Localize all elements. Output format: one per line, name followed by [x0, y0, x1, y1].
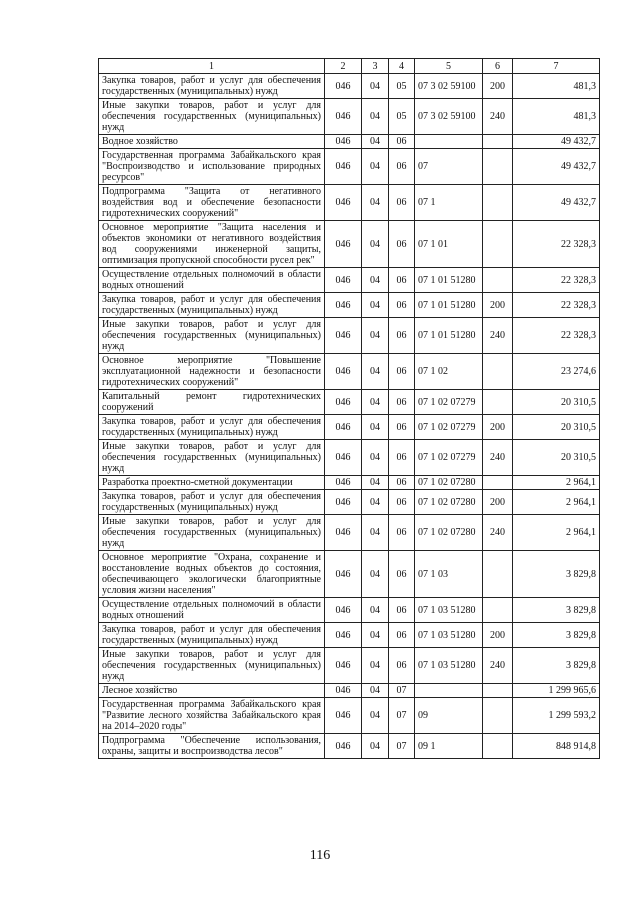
row-subsection-cell: 06 [389, 415, 415, 440]
row-amount-cell: 23 274,6 [513, 354, 600, 390]
row-subsection-cell: 06 [389, 293, 415, 318]
row-name-cell: Подпрограмма "Обеспечение использования, охраны, защиты и воспроизводства лесов" [99, 734, 325, 759]
table-row [99, 648, 600, 684]
row-section-cell: 04 [362, 440, 389, 476]
row-section-cell: 04 [362, 698, 389, 734]
row-name-cell: Закупка товаров, работ и услуг для обеспечения государственных (муниципальных) нужд [99, 293, 325, 318]
table-row [99, 415, 600, 440]
row-admin-code-cell: 046 [325, 185, 362, 221]
row-target-code-cell: 07 1 02 07279 [415, 390, 483, 415]
row-admin-code-cell: 046 [325, 99, 362, 135]
row-admin-code-cell: 046 [325, 74, 362, 99]
row-target-code-cell [415, 684, 483, 698]
table-row [99, 354, 600, 390]
row-name-cell: Государственная программа Забайкальского края "Воспроизводство и использование природных ресурсов" [99, 149, 325, 185]
row-name-cell: Основное мероприятие "Охрана, сохранение и восстановление водных объектов до состояния, обеспечивающего экологически благоприятные условия жизни населения" [99, 551, 325, 598]
row-admin-code-cell: 046 [325, 490, 362, 515]
row-section-cell: 04 [362, 185, 389, 221]
header-cell: 6 [483, 59, 513, 74]
row-subsection-cell: 06 [389, 598, 415, 623]
row-subsection-cell: 06 [389, 440, 415, 476]
row-subsection-cell: 05 [389, 99, 415, 135]
row-target-code-cell: 07 1 01 51280 [415, 318, 483, 354]
row-expense-type-cell: 240 [483, 318, 513, 354]
row-amount-cell: 481,3 [513, 74, 600, 99]
row-subsection-cell: 07 [389, 734, 415, 759]
row-section-cell: 04 [362, 390, 389, 415]
row-name-cell: Водное хозяйство [99, 135, 325, 149]
row-amount-cell: 3 829,8 [513, 623, 600, 648]
row-target-code-cell: 07 1 [415, 185, 483, 221]
row-target-code-cell: 07 1 02 07279 [415, 415, 483, 440]
row-name-cell: Осуществление отдельных полномочий в области водных отношений [99, 598, 325, 623]
row-name-cell: Закупка товаров, работ и услуг для обеспечения государственных (муниципальных) нужд [99, 74, 325, 99]
row-amount-cell: 22 328,3 [513, 221, 600, 268]
row-admin-code-cell: 046 [325, 648, 362, 684]
row-section-cell: 04 [362, 648, 389, 684]
table-row [99, 221, 600, 268]
row-section-cell: 04 [362, 476, 389, 490]
table-row [99, 268, 600, 293]
row-admin-code-cell: 046 [325, 149, 362, 185]
row-admin-code-cell: 046 [325, 598, 362, 623]
row-name-cell: Закупка товаров, работ и услуг для обеспечения государственных (муниципальных) нужд [99, 623, 325, 648]
header-cell: 1 [99, 59, 325, 74]
row-admin-code-cell: 046 [325, 623, 362, 648]
row-target-code-cell: 09 1 [415, 734, 483, 759]
row-amount-cell: 49 432,7 [513, 185, 600, 221]
row-expense-type-cell [483, 135, 513, 149]
row-amount-cell: 481,3 [513, 99, 600, 135]
row-name-cell: Иные закупки товаров, работ и услуг для обеспечения государственных (муниципальных) нужд [99, 440, 325, 476]
row-subsection-cell: 06 [389, 623, 415, 648]
row-target-code-cell: 07 1 01 51280 [415, 268, 483, 293]
row-admin-code-cell: 046 [325, 440, 362, 476]
row-section-cell: 04 [362, 734, 389, 759]
row-expense-type-cell [483, 684, 513, 698]
row-admin-code-cell: 046 [325, 684, 362, 698]
row-section-cell: 04 [362, 415, 389, 440]
table-row [99, 149, 600, 185]
row-expense-type-cell: 240 [483, 648, 513, 684]
row-subsection-cell: 07 [389, 698, 415, 734]
row-expense-type-cell: 200 [483, 415, 513, 440]
row-section-cell: 04 [362, 354, 389, 390]
table-row [99, 440, 600, 476]
row-name-cell: Осуществление отдельных полномочий в области водных отношений [99, 268, 325, 293]
row-section-cell: 04 [362, 623, 389, 648]
row-admin-code-cell: 046 [325, 318, 362, 354]
row-admin-code-cell: 046 [325, 354, 362, 390]
row-admin-code-cell: 046 [325, 415, 362, 440]
row-amount-cell: 49 432,7 [513, 149, 600, 185]
row-expense-type-cell: 240 [483, 99, 513, 135]
row-subsection-cell: 06 [389, 648, 415, 684]
row-admin-code-cell: 046 [325, 551, 362, 598]
header-cell: 5 [415, 59, 483, 74]
row-name-cell: Иные закупки товаров, работ и услуг для обеспечения государственных (муниципальных) нужд [99, 515, 325, 551]
row-expense-type-cell [483, 734, 513, 759]
row-expense-type-cell [483, 476, 513, 490]
header-row [99, 59, 600, 74]
row-amount-cell: 20 310,5 [513, 440, 600, 476]
row-name-cell: Основное мероприятие "Защита населения и объектов экономики от негативного воздействия вод сооружениями инженерной защиты, оптимизация пропускной способности русел рек" [99, 221, 325, 268]
row-subsection-cell: 05 [389, 74, 415, 99]
row-amount-cell: 3 829,8 [513, 551, 600, 598]
row-target-code-cell: 07 1 02 07280 [415, 476, 483, 490]
row-target-code-cell: 07 1 03 [415, 551, 483, 598]
row-expense-type-cell [483, 221, 513, 268]
row-name-cell: Закупка товаров, работ и услуг для обеспечения государственных (муниципальных) нужд [99, 490, 325, 515]
row-subsection-cell: 06 [389, 149, 415, 185]
row-target-code-cell: 07 1 03 51280 [415, 623, 483, 648]
row-name-cell: Разработка проектно-сметной документации [99, 476, 325, 490]
row-target-code-cell [415, 135, 483, 149]
header-cell: 4 [389, 59, 415, 74]
row-subsection-cell: 06 [389, 515, 415, 551]
row-target-code-cell: 09 [415, 698, 483, 734]
table-row [99, 74, 600, 99]
row-admin-code-cell: 046 [325, 734, 362, 759]
row-amount-cell: 22 328,3 [513, 268, 600, 293]
row-expense-type-cell [483, 354, 513, 390]
row-admin-code-cell: 046 [325, 135, 362, 149]
table-row [99, 490, 600, 515]
table-row [99, 476, 600, 490]
row-subsection-cell: 06 [389, 185, 415, 221]
row-section-cell: 04 [362, 293, 389, 318]
row-admin-code-cell: 046 [325, 698, 362, 734]
row-subsection-cell: 06 [389, 476, 415, 490]
row-name-cell: Капитальный ремонт гидротехнических сооружений [99, 390, 325, 415]
row-amount-cell: 22 328,3 [513, 293, 600, 318]
row-name-cell: Закупка товаров, работ и услуг для обеспечения государственных (муниципальных) нужд [99, 415, 325, 440]
row-name-cell: Иные закупки товаров, работ и услуг для обеспечения государственных (муниципальных) нужд [99, 318, 325, 354]
row-section-cell: 04 [362, 515, 389, 551]
row-subsection-cell: 06 [389, 490, 415, 515]
row-target-code-cell: 07 1 02 07280 [415, 515, 483, 551]
row-target-code-cell: 07 1 01 [415, 221, 483, 268]
row-subsection-cell: 06 [389, 268, 415, 293]
table-row [99, 390, 600, 415]
row-admin-code-cell: 046 [325, 268, 362, 293]
row-amount-cell: 2 964,1 [513, 490, 600, 515]
row-section-cell: 04 [362, 74, 389, 99]
row-expense-type-cell: 200 [483, 490, 513, 515]
row-subsection-cell: 06 [389, 318, 415, 354]
row-target-code-cell: 07 1 03 51280 [415, 598, 483, 623]
budget-table [98, 58, 600, 759]
row-amount-cell: 1 299 593,2 [513, 698, 600, 734]
table-row [99, 698, 600, 734]
row-amount-cell: 2 964,1 [513, 515, 600, 551]
row-section-cell: 04 [362, 135, 389, 149]
row-name-cell: Основное мероприятие "Повышение эксплуатационной надежности и безопасности гидротехнических сооружений" [99, 354, 325, 390]
row-target-code-cell: 07 3 02 59100 [415, 99, 483, 135]
row-target-code-cell: 07 1 02 07279 [415, 440, 483, 476]
row-subsection-cell: 06 [389, 354, 415, 390]
row-amount-cell: 848 914,8 [513, 734, 600, 759]
row-admin-code-cell: 046 [325, 515, 362, 551]
row-admin-code-cell: 046 [325, 476, 362, 490]
row-expense-type-cell: 200 [483, 623, 513, 648]
row-expense-type-cell [483, 268, 513, 293]
row-name-cell: Иные закупки товаров, работ и услуг для обеспечения государственных (муниципальных) нужд [99, 99, 325, 135]
row-subsection-cell: 06 [389, 221, 415, 268]
row-admin-code-cell: 046 [325, 221, 362, 268]
table-row [99, 135, 600, 149]
row-section-cell: 04 [362, 99, 389, 135]
row-amount-cell: 3 829,8 [513, 598, 600, 623]
row-expense-type-cell [483, 390, 513, 415]
row-section-cell: 04 [362, 318, 389, 354]
table-row [99, 684, 600, 698]
row-expense-type-cell: 200 [483, 293, 513, 318]
row-expense-type-cell: 240 [483, 440, 513, 476]
row-subsection-cell: 07 [389, 684, 415, 698]
row-section-cell: 04 [362, 221, 389, 268]
header-cell: 3 [362, 59, 389, 74]
row-subsection-cell: 06 [389, 390, 415, 415]
row-target-code-cell: 07 1 02 [415, 354, 483, 390]
table-row [99, 623, 600, 648]
row-section-cell: 04 [362, 598, 389, 623]
row-expense-type-cell [483, 698, 513, 734]
table-row [99, 185, 600, 221]
row-amount-cell: 3 829,8 [513, 648, 600, 684]
row-admin-code-cell: 046 [325, 293, 362, 318]
row-amount-cell: 2 964,1 [513, 476, 600, 490]
table-row [99, 551, 600, 598]
table-row [99, 598, 600, 623]
row-section-cell: 04 [362, 268, 389, 293]
row-section-cell: 04 [362, 551, 389, 598]
table-row [99, 99, 600, 135]
row-amount-cell: 1 299 965,6 [513, 684, 600, 698]
row-expense-type-cell [483, 598, 513, 623]
row-expense-type-cell: 200 [483, 74, 513, 99]
row-admin-code-cell: 046 [325, 390, 362, 415]
row-amount-cell: 22 328,3 [513, 318, 600, 354]
row-name-cell: Иные закупки товаров, работ и услуг для обеспечения государственных (муниципальных) нужд [99, 648, 325, 684]
row-expense-type-cell [483, 149, 513, 185]
row-target-code-cell: 07 1 02 07280 [415, 490, 483, 515]
row-subsection-cell: 06 [389, 135, 415, 149]
row-amount-cell: 20 310,5 [513, 415, 600, 440]
row-target-code-cell: 07 1 03 51280 [415, 648, 483, 684]
row-target-code-cell: 07 1 01 51280 [415, 293, 483, 318]
row-section-cell: 04 [362, 684, 389, 698]
header-cell: 2 [325, 59, 362, 74]
header-cell: 7 [513, 59, 600, 74]
row-name-cell: Подпрограмма "Защита от негативного воздействия вод и обеспечение безопасности гидротехнических сооружений" [99, 185, 325, 221]
row-amount-cell: 20 310,5 [513, 390, 600, 415]
row-amount-cell: 49 432,7 [513, 135, 600, 149]
row-name-cell: Лесное хозяйство [99, 684, 325, 698]
row-target-code-cell: 07 3 02 59100 [415, 74, 483, 99]
table-row [99, 318, 600, 354]
table-row [99, 734, 600, 759]
table-row [99, 293, 600, 318]
row-target-code-cell: 07 [415, 149, 483, 185]
table-row [99, 515, 600, 551]
page-number: 116 [309, 848, 331, 863]
row-name-cell: Государственная программа Забайкальского края "Развитие лесного хозяйства Забайкальского края на 2014–2020 годы" [99, 698, 325, 734]
row-subsection-cell: 06 [389, 551, 415, 598]
row-section-cell: 04 [362, 490, 389, 515]
row-expense-type-cell [483, 185, 513, 221]
row-expense-type-cell [483, 551, 513, 598]
row-section-cell: 04 [362, 149, 389, 185]
row-expense-type-cell: 240 [483, 515, 513, 551]
